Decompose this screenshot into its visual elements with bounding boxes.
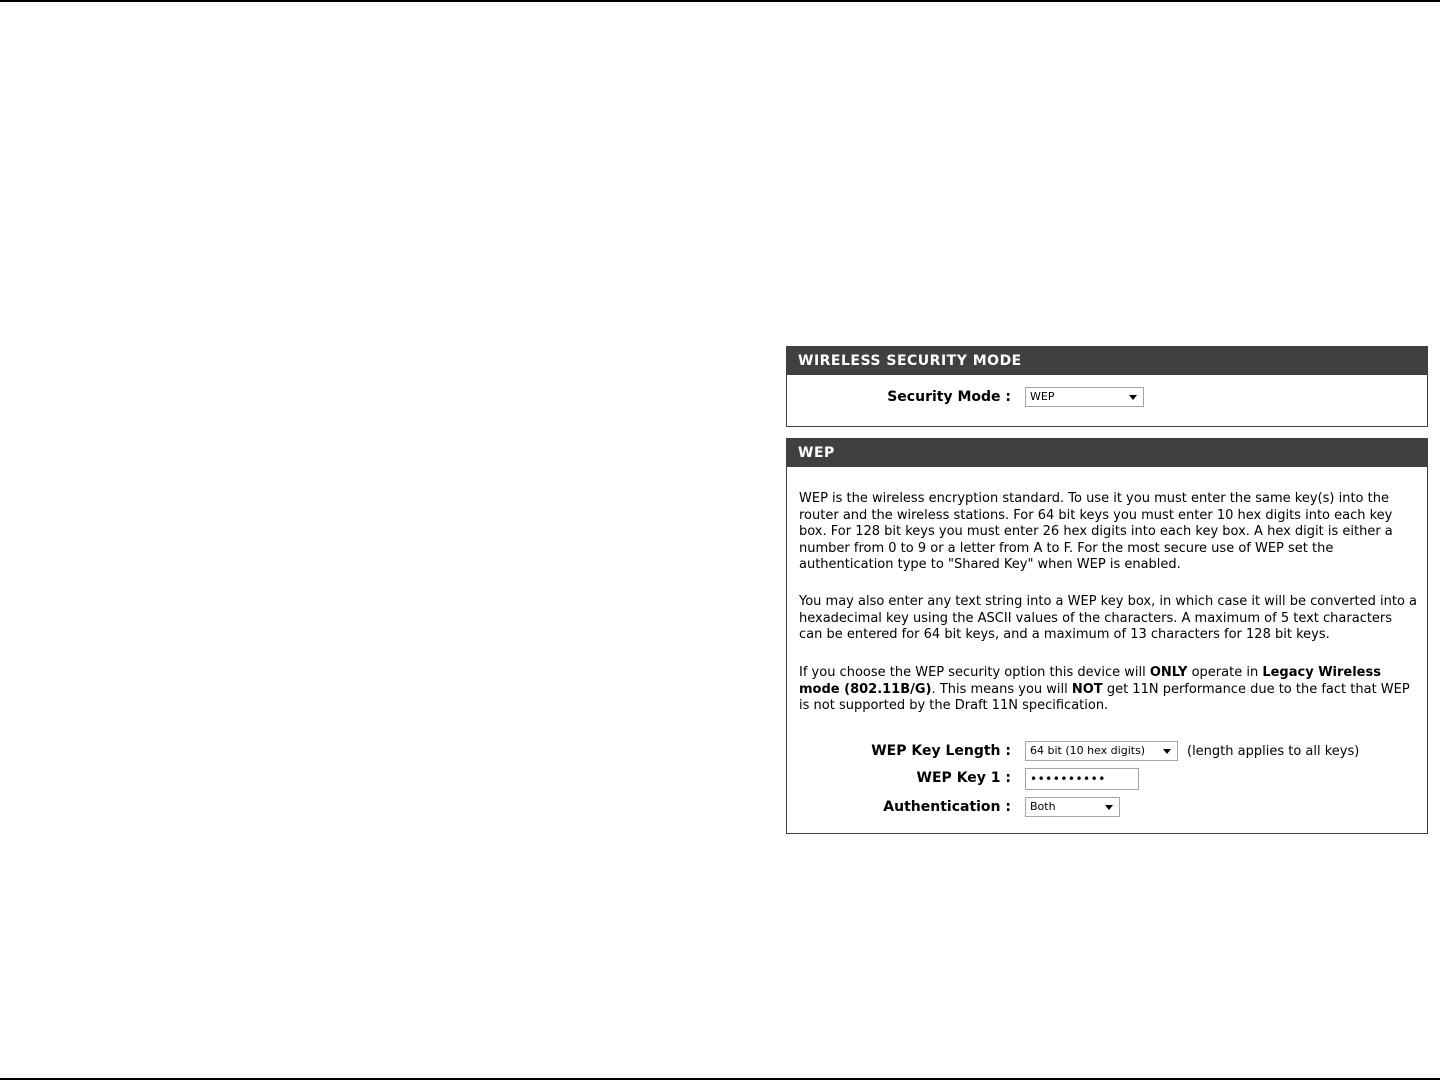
authentication-label: Authentication : [883, 799, 1011, 815]
paragraph-3-bold-legacy-mode: Legacy Wireless mode (802.11B/G) [799, 665, 1381, 697]
chevron-down-icon [1105, 805, 1113, 810]
security-mode-row [787, 387, 1427, 411]
wep-key-length-select[interactable] [1025, 741, 1178, 761]
wep-key-length-label: WEP Key Length : [871, 743, 1011, 759]
authentication-row [787, 797, 1427, 821]
wep-description-paragraph-2: You may also enter any text string into a WEP key box, in which case it will be converted into a hexadecimal key using the ASCII values of the characters. A maximum of 5 text characters can be entered for 64 bit keys, and a maximum of 13 characters for 128 bit keys. [799, 594, 1418, 642]
wep-panel [786, 438, 1428, 834]
authentication-value: Both [1030, 800, 1056, 813]
paragraph-3-text-1: If you choose the WEP security option this device will [799, 665, 1150, 680]
wep-key-1-input[interactable]: •••••••••• [1025, 768, 1139, 790]
wep-key-1-row [787, 768, 1427, 792]
security-mode-label: Security Mode : [887, 389, 1011, 405]
security-mode-select[interactable] [1025, 387, 1144, 407]
wep-description-paragraph-1: WEP is the wireless encryption standard. To use it you must enter the same key(s) into the router and the wireless stations. For 64 bit keys you must enter 10 hex digits into each key box. For 128 bit keys you must enter 26 hex digits into each key box. A hex digit is either a number from 0 to 9 or a letter from A to F. For the most secure use of WEP set the authentication type to "Shared Key" when WEP is enabled. [799, 491, 1393, 572]
bottom-rule [0, 1078, 1440, 1080]
paragraph-3-bold-only: ONLY [1149, 665, 1188, 680]
wireless-security-mode-panel [786, 346, 1428, 427]
wep-key-1-label: WEP Key 1 : [916, 770, 1011, 786]
paragraph-3-text-3: . This means you will [931, 681, 1072, 697]
wep-key-length-value: 64 bit (10 hex digits) [1030, 744, 1146, 757]
top-rule [0, 0, 1440, 2]
paragraph-3-text-4: get 11N performance due to the fact that WEP is not supported by the Draft 11N specification. [799, 681, 1410, 713]
security-mode-value: WEP [1030, 390, 1055, 403]
authentication-select[interactable] [1025, 797, 1120, 817]
paragraph-3-bold-not: NOT [1071, 681, 1103, 697]
wep-header: WEP [787, 439, 1427, 467]
wep-description-paragraph-3 [799, 665, 1419, 715]
wireless-security-mode-header: WIRELESS SECURITY MODE [787, 347, 1427, 375]
paragraph-3-text-2: operate in [1187, 665, 1263, 680]
wep-key-length-row [787, 741, 1427, 765]
chevron-down-icon [1129, 395, 1137, 400]
chevron-down-icon [1163, 749, 1171, 754]
wep-key-length-hint: (length applies to all keys) [1187, 744, 1360, 759]
